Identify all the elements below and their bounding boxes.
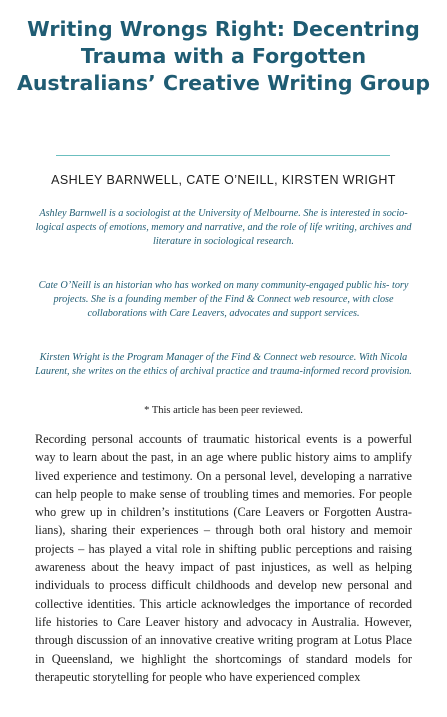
peer-review-note: * This article has been peer reviewed.	[144, 405, 303, 416]
author-bio-oneill: Cate O’Neill is an historian who has worked on many community-engaged public his- tory projects. She is a founding member of the Find & Connect web resource, with close collaborations with Care Leavers, advocates and support services.	[38, 280, 409, 319]
author-bio-barnwell: Ashley Barnwell is a sociologist at the University of Melbourne. She is interested in socio- logical aspects of emotions, memory and narrative, and the role of life writing, archives and literature in sociological research.	[35, 208, 412, 247]
author-list: ASHLEY BARNWELL, CATE O’NEILL, KIRSTEN WRIGHT	[51, 173, 396, 187]
title-divider	[56, 155, 390, 156]
article-title: Writing Wrongs Right: Decentring Trauma with a Forgotten Australians’ Creative Writing Group	[16, 17, 431, 95]
author-bio-wright: Kirsten Wright is the Program Manager of the Find & Connect web resource. With Nicola Laurent, she writes on the ethics of archival practice and trauma-informed record provision.	[35, 352, 412, 377]
article-body-paragraph: Recording personal accounts of traumatic historical events is a powerful way to learn about the past, in an age where public history aims to amplify lived experience and testimony. On a personal level, developing a narrative can help people to make sense of troubling times and memories. For people who grew up in children’s institutions (Care Leavers or Forgotten Austra- lians), sharing their experiences – through both oral history and memoir projects – has played a vital role in shifting public perceptions and raising awareness about the heavy impact of past injustices, as well as helping individuals to process difficult childhoods and develop new personal and collective identities. This article acknowledges the importance of recorded life histories to Care Leaver history and advocacy in Australia. However, through discussion of an innovative creative writing program at Lotus Place in Queensland, we highlight the shortcomings of standard models for therapeutic storytelling for people who have experienced complex	[35, 432, 412, 684]
